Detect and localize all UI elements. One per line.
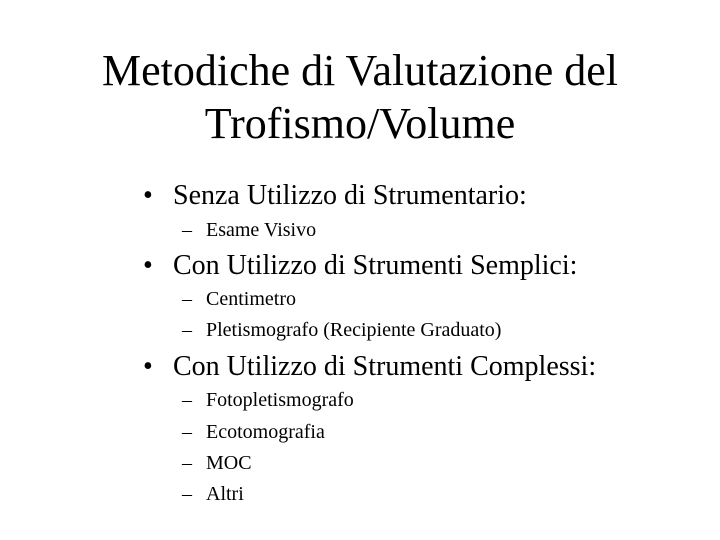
sub-item-text: Fotopletismografo: [206, 389, 354, 411]
bullet-icon: •: [143, 250, 153, 281]
sub-item-text: Esame Visivo: [206, 219, 317, 241]
sub-item: [182, 318, 501, 342]
bullet-text: Con Utilizzo di Strumenti Semplici:: [173, 250, 578, 281]
bullet-icon: •: [143, 180, 153, 211]
bullet-text: Senza Utilizzo di Strumentario:: [173, 180, 527, 211]
sub-item-text: Ecotomografia: [206, 421, 325, 443]
sub-item-text: MOC: [206, 452, 252, 474]
sub-item: [182, 218, 316, 242]
title-line-1: Metodiche di Valutazione del: [101, 46, 619, 95]
dash-icon: –: [182, 288, 192, 310]
sub-item: [182, 451, 252, 475]
sub-item: [182, 420, 325, 444]
bullet-text: Con Utilizzo di Strumenti Complessi:: [173, 351, 597, 382]
bullet-item: [143, 350, 596, 384]
bullet-item: [143, 179, 527, 213]
sub-item-text: Pletismografo (Recipiente Graduato): [206, 319, 502, 341]
sub-item: [182, 388, 354, 412]
dash-icon: –: [182, 421, 192, 443]
dash-icon: –: [182, 389, 192, 411]
sub-item-text: Altri: [206, 483, 244, 505]
sub-item: [182, 287, 296, 311]
sub-item: [182, 482, 244, 506]
slide-title: [0, 44, 720, 150]
sub-item-text: Centimetro: [206, 288, 296, 310]
bullet-icon: •: [143, 351, 153, 382]
dash-icon: –: [182, 452, 192, 474]
title-line-2: Trofismo/Volume: [204, 99, 516, 148]
dash-icon: –: [182, 483, 192, 505]
dash-icon: –: [182, 319, 192, 341]
dash-icon: –: [182, 219, 192, 241]
bullet-item: [143, 249, 577, 283]
